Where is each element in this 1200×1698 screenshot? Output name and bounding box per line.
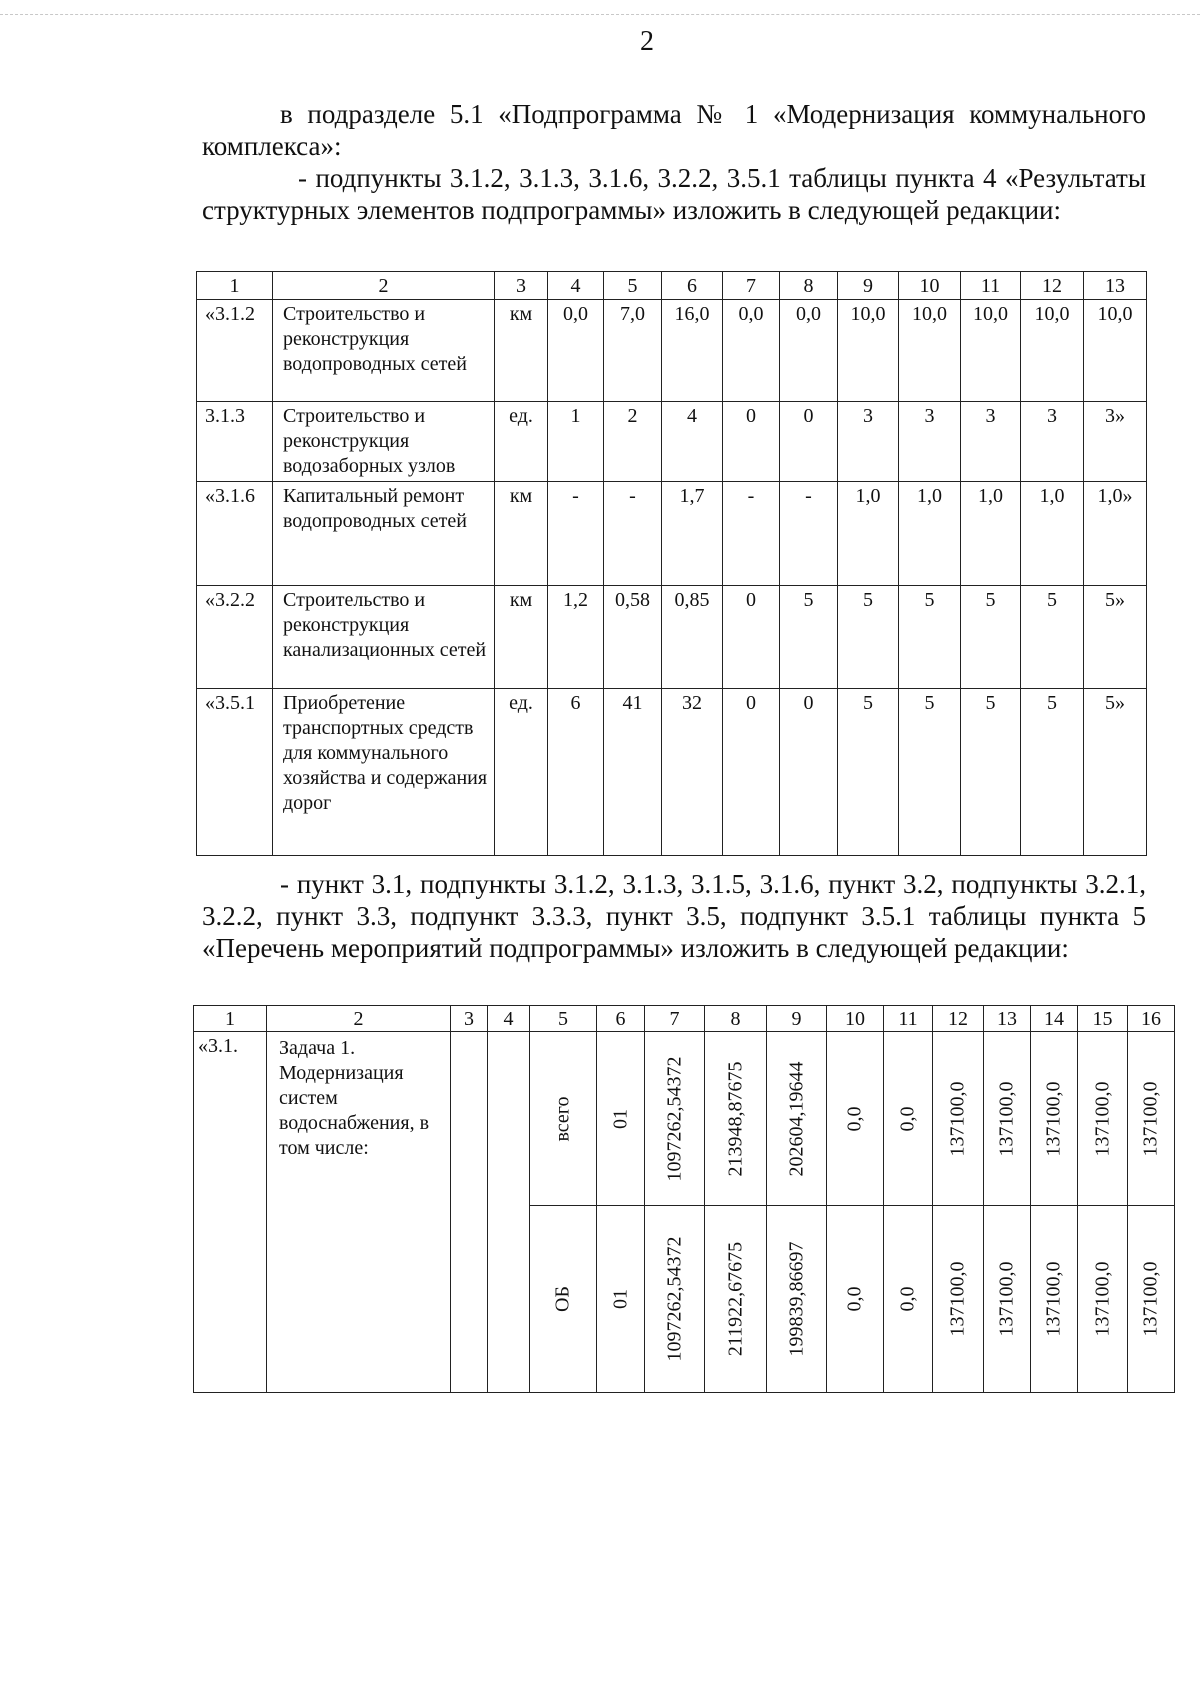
value-cell: 0	[780, 402, 838, 482]
value-cell: 0,0	[723, 300, 780, 402]
empty-cell	[451, 1032, 488, 1393]
value-cell: 0,0	[780, 300, 838, 402]
value-cell: -	[604, 482, 662, 586]
value-cell: 10,0	[899, 300, 961, 402]
unit-cell: км	[495, 482, 548, 586]
value-cell: 3	[899, 402, 961, 482]
row-number: 3.1.3	[197, 402, 273, 482]
vertical-cell	[645, 1032, 705, 1206]
header-cell: 8	[705, 1006, 767, 1032]
amount-value: 202604,19644	[785, 1061, 807, 1176]
amount-value: 213948,87675	[724, 1061, 746, 1176]
header-cell: 16	[1128, 1006, 1175, 1032]
value-cell: 0,85	[662, 586, 723, 689]
header-cell: 9	[767, 1006, 827, 1032]
header-cell: 7	[645, 1006, 705, 1032]
value-cell: 6	[548, 689, 604, 856]
header-cell: 5	[604, 272, 662, 300]
value-cell: 5	[1021, 689, 1084, 856]
vertical-cell	[933, 1206, 984, 1393]
value-cell: 5	[838, 586, 899, 689]
header-cell: 11	[961, 272, 1021, 300]
value-cell: 3	[1021, 402, 1084, 482]
amount-value: 211922,67675	[724, 1241, 746, 1357]
table-row	[197, 482, 1147, 586]
value-cell: 5	[1021, 586, 1084, 689]
amount-value: 137100,0	[1042, 1081, 1065, 1156]
value-cell: 3	[838, 402, 899, 482]
header-cell: 2	[267, 1006, 451, 1032]
value-cell: 3	[961, 402, 1021, 482]
value-cell: 2	[604, 402, 662, 482]
value-cell: 1,7	[662, 482, 723, 586]
value-cell: 10,0	[1084, 300, 1147, 402]
amount-value: 0,0	[843, 1286, 866, 1312]
amount-value: 137100,0	[946, 1261, 969, 1337]
header-cell: 4	[488, 1006, 530, 1032]
table-row	[197, 586, 1147, 689]
value-cell: -	[723, 482, 780, 586]
header-cell: 14	[1031, 1006, 1078, 1032]
table-row	[197, 300, 1147, 402]
vertical-cell	[597, 1032, 645, 1206]
value-cell: 32	[662, 689, 723, 856]
intro-line-2: - подпункты 3.1.2, 3.1.3, 3.1.6, 3.2.2, 3.5.1 таблицы пункта 4 «Результаты структурных элементов подпрограммы» изложить в следующей редакции:	[202, 163, 1146, 225]
vertical-cell	[984, 1206, 1031, 1393]
value-cell: 1,0	[961, 482, 1021, 586]
amount-value: 1097262,54372	[663, 1236, 685, 1362]
row-name: Приобретение транспортных средств для коммунального хозяйства и содержания дорог	[273, 689, 495, 856]
row-name: Строительство и реконструкция канализационных сетей	[273, 586, 495, 689]
value-cell: 5	[899, 586, 961, 689]
header-cell: 5	[530, 1006, 597, 1032]
header-cell: 6	[597, 1006, 645, 1032]
unit-cell: ед.	[495, 402, 548, 482]
empty-cell	[488, 1032, 530, 1393]
value-cell: 7,0	[604, 300, 662, 402]
amount-value: 0,0	[843, 1106, 866, 1131]
value-cell: 5	[780, 586, 838, 689]
amount-value: 137100,0	[995, 1081, 1018, 1156]
header-cell: 7	[723, 272, 780, 300]
source-label: всего	[551, 1095, 574, 1142]
outro-paragraph	[202, 868, 1146, 964]
amount-value: 0,0	[896, 1286, 919, 1312]
outro-line: - пункт 3.1, подпункты 3.1.2, 3.1.3, 3.1.5, 3.1.6, пункт 3.2, подпункты 3.2.1, 3.2.2, пункт 3.3, подпункт 3.3.3, пункт 3.5, подпункт 3.5.1 таблицы пункта 5 «Перечень мероприятий подпрограммы» изложить в следующей редакции:	[202, 869, 1146, 963]
row-name: Строительство и реконструкция водопроводных сетей	[273, 300, 495, 402]
source-label: ОБ	[551, 1286, 574, 1312]
header-cell: 1	[194, 1006, 267, 1032]
vertical-cell	[884, 1032, 933, 1206]
vertical-cell	[884, 1206, 933, 1393]
amount-value: 1097262,54372	[663, 1056, 685, 1181]
amount-value: 0,0	[896, 1106, 919, 1131]
value-cell: 0	[723, 689, 780, 856]
value-cell: 1,2	[548, 586, 604, 689]
vertical-cell	[933, 1032, 984, 1206]
amount-value: 137100,0	[1091, 1261, 1113, 1337]
vertical-cell	[827, 1032, 884, 1206]
header-cell: 10	[899, 272, 961, 300]
vertical-cell	[1128, 1206, 1175, 1393]
page-number: 2	[640, 26, 654, 57]
scan-artifact-line	[0, 14, 1200, 15]
amount-value: 137100,0	[1042, 1261, 1065, 1337]
unit-cell: км	[495, 300, 548, 402]
value-cell: 1,0	[1021, 482, 1084, 586]
item-name: Задача 1. Модернизация систем водоснабжения, в том числе:	[267, 1032, 451, 1393]
vertical-cell	[705, 1032, 767, 1206]
unit-cell: км	[495, 586, 548, 689]
amount-value: 137100,0	[995, 1261, 1018, 1337]
vertical-cell	[1031, 1032, 1078, 1206]
value-cell: 10,0	[838, 300, 899, 402]
value-cell: 0	[723, 402, 780, 482]
value-cell: 41	[604, 689, 662, 856]
header-cell: 1	[197, 272, 273, 300]
header-cell: 9	[838, 272, 899, 300]
row-name: Капитальный ремонт водопроводных сетей	[273, 482, 495, 586]
vertical-cell	[1078, 1032, 1128, 1206]
value-cell: 5	[838, 689, 899, 856]
header-cell: 4	[548, 272, 604, 300]
vertical-cell	[827, 1206, 884, 1393]
table-row	[197, 402, 1147, 482]
amount-value: 137100,0	[946, 1081, 969, 1156]
value-cell: -	[780, 482, 838, 586]
header-cell: 11	[884, 1006, 933, 1032]
value-cell: 3»	[1084, 402, 1147, 482]
vertical-cell	[1128, 1032, 1175, 1206]
vertical-cell	[767, 1206, 827, 1393]
vertical-cell	[530, 1206, 597, 1393]
code-value: 01	[609, 1289, 631, 1309]
value-cell: 10,0	[961, 300, 1021, 402]
header-cell: 12	[1021, 272, 1084, 300]
value-cell: 1,0	[838, 482, 899, 586]
amount-value: 137100,0	[1139, 1261, 1162, 1337]
value-cell: 0,0	[548, 300, 604, 402]
vertical-cell	[1031, 1206, 1078, 1393]
table-row	[194, 1032, 1175, 1206]
value-cell: 1	[548, 402, 604, 482]
value-cell: -	[548, 482, 604, 586]
table-header-row	[197, 272, 1147, 300]
row-number: «3.2.2	[197, 586, 273, 689]
value-cell: 5»	[1084, 586, 1147, 689]
header-cell: 13	[984, 1006, 1031, 1032]
table-header-row	[194, 1006, 1175, 1032]
value-cell: 1,0»	[1084, 482, 1147, 586]
code-value: 01	[609, 1108, 631, 1129]
value-cell: 5	[961, 586, 1021, 689]
amount-value: 199839,86697	[785, 1241, 807, 1357]
header-cell: 2	[273, 272, 495, 300]
value-cell: 0	[723, 586, 780, 689]
value-cell: 1,0	[899, 482, 961, 586]
vertical-cell	[530, 1032, 597, 1206]
value-cell: 0,58	[604, 586, 662, 689]
value-cell: 5»	[1084, 689, 1147, 856]
table-row	[197, 689, 1147, 856]
header-cell: 8	[780, 272, 838, 300]
amount-value: 137100,0	[1139, 1081, 1162, 1156]
value-cell: 10,0	[1021, 300, 1084, 402]
header-cell: 15	[1078, 1006, 1128, 1032]
vertical-cell	[1078, 1206, 1128, 1393]
results-table	[196, 271, 1147, 856]
row-name: Строительство и реконструкция водозаборных узлов	[273, 402, 495, 482]
vertical-cell	[597, 1206, 645, 1393]
header-cell: 10	[827, 1006, 884, 1032]
intro-paragraph	[202, 98, 1146, 226]
amount-value: 137100,0	[1091, 1081, 1113, 1156]
unit-cell: ед.	[495, 689, 548, 856]
row-number: «3.5.1	[197, 689, 273, 856]
header-cell: 3	[495, 272, 548, 300]
vertical-cell	[767, 1032, 827, 1206]
value-cell: 5	[961, 689, 1021, 856]
vertical-cell	[705, 1206, 767, 1393]
header-cell: 12	[933, 1006, 984, 1032]
value-cell: 4	[662, 402, 723, 482]
row-number: «3.1.6	[197, 482, 273, 586]
activities-table	[193, 1005, 1175, 1393]
header-cell: 3	[451, 1006, 488, 1032]
value-cell: 0	[780, 689, 838, 856]
value-cell: 16,0	[662, 300, 723, 402]
header-cell: 13	[1084, 272, 1147, 300]
value-cell: 5	[899, 689, 961, 856]
vertical-cell	[645, 1206, 705, 1393]
row-number: «3.1.2	[197, 300, 273, 402]
item-number: «3.1.	[194, 1032, 267, 1393]
header-cell: 6	[662, 272, 723, 300]
vertical-cell	[984, 1032, 1031, 1206]
intro-line-1: в подразделе 5.1 «Подпрограмма № 1 «Модернизация коммунального комплекса»:	[202, 99, 1146, 161]
